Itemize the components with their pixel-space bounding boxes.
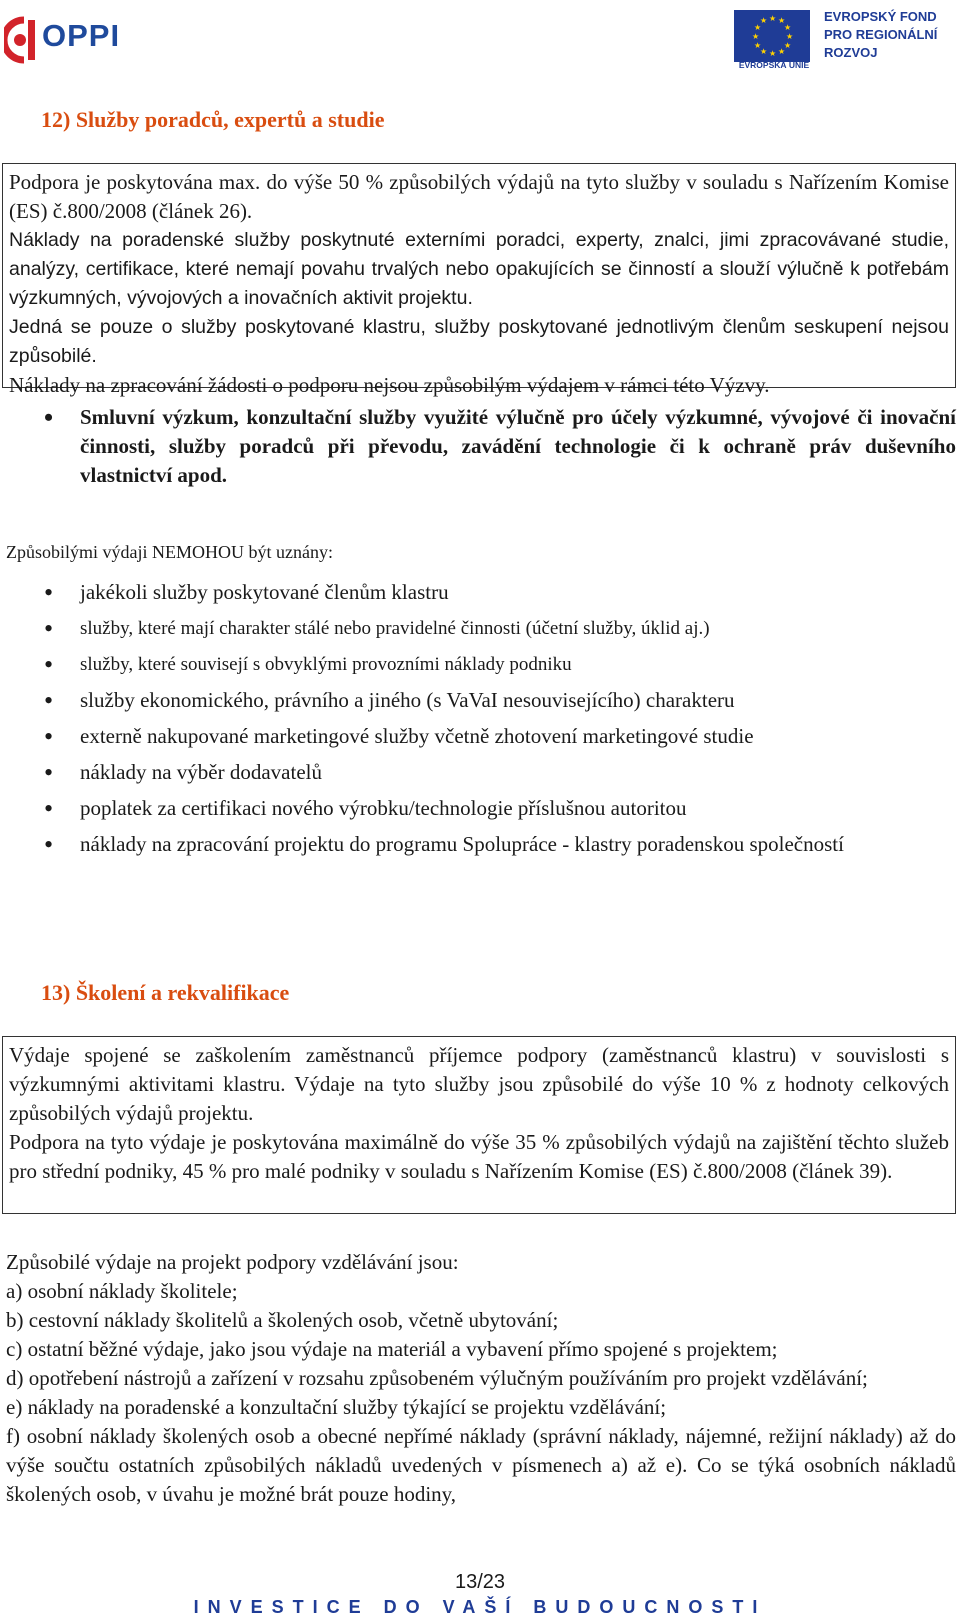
list-item: • jakékoli služby poskytované členům klastru xyxy=(8,578,956,607)
box-paragraph: Náklady na zpracování žádosti o podporu nejsou způsobilým výdajem v rámci této Výzvy. xyxy=(9,373,770,397)
page-number: 13/23 xyxy=(454,1571,506,1593)
eu-flag-icon xyxy=(734,10,810,62)
list-item: • služby ekonomického, právního a jiného (s VaVaI nesouvisejícího) charakteru xyxy=(8,686,956,715)
eligible-intro: Způsobilé výdaje na projekt podpory vzdělávání jsou: xyxy=(6,1250,459,1274)
list-item: • náklady na zpracování projektu do programu Spolupráce - klastry poradenskou společností xyxy=(8,830,956,859)
oppi-logo-text: OPPI xyxy=(42,18,121,53)
box-paragraph: Podpora je poskytována max. do výše 50 % způsobilých výdajů na tyto služby v souladu s Nařízením Komise (ES) č.800/2008 (článek 26). xyxy=(9,170,949,223)
list-item: a) osobní náklady školitele; xyxy=(6,1279,238,1303)
list-item: f) osobní náklady školených osob a obecné nepřímé náklady (správní náklady, nájemné, režijní náklady) až do výše součtu ostatních způsobilých nákladů uvedených v písmenech a) až e). Co se týká osobních nákladů školených osob, v úvahu je možné brát pouze hodiny, xyxy=(6,1424,956,1506)
list-item: • Smluvní výzkum, konzultační služby využité výlučně pro účely výzkumné, vývojové či inovační činnosti, služby poradců při převodu, zavádění technologie či k ochraně práv duševního vlastnictví apod. xyxy=(8,403,956,490)
list-item: b) cestovní náklady školitelů a školených osob, včetně ubytování; xyxy=(6,1308,559,1332)
eu-fund-line: PRO REGIONÁLNÍ xyxy=(824,27,938,42)
svg-text:★: ★ xyxy=(754,23,762,32)
section-13-heading: 13) Školení a rekvalifikace xyxy=(41,980,290,1005)
box-paragraph: Výdaje spojené se zaškolením zaměstnanců příjemce podpory (zaměstnanců klastru) v souvislosti s výzkumnými aktivitami klastru. Výdaje na tyto služby jsou způsobilé do výše 10 % z hodnoty celkových způsobilých výdajů projektu. xyxy=(9,1043,949,1125)
svg-text:★: ★ xyxy=(760,16,768,25)
eu-fund-line: EVROPSKÝ FOND xyxy=(824,9,937,24)
svg-text:★: ★ xyxy=(784,23,792,32)
not-eligible-intro: Způsobilými výdaji NEMOHOU být uznány: xyxy=(6,542,333,562)
svg-text:★: ★ xyxy=(754,41,762,50)
svg-text:★: ★ xyxy=(769,49,777,58)
box-paragraph: Podpora na tyto výdaje je poskytována maximálně do výše 35 % způsobilých výdajů na zajištění těchto služeb pro střední podniky, 45 % pro malé podniky v souladu s Nařízením Komise (ES) č.800/2008 (článek 39). xyxy=(9,1130,949,1183)
footer-slogan: INVESTICE DO VAŠÍ BUDOUCNOSTI xyxy=(193,1597,767,1617)
svg-text:★: ★ xyxy=(778,47,786,56)
svg-text:★: ★ xyxy=(752,32,760,41)
box-paragraph: Jedná se pouze o služby poskytované klastru, služby poskytované jednotlivým členům seskupení nejsou způsobilé. xyxy=(9,316,949,367)
eu-fund-line: ROZVOJ xyxy=(824,45,878,60)
svg-text:★: ★ xyxy=(784,41,792,50)
eligible-costs-block xyxy=(6,1248,956,1509)
eu-fund-label xyxy=(824,8,937,62)
svg-text:★: ★ xyxy=(778,16,786,25)
svg-text:★: ★ xyxy=(786,32,794,41)
svg-text:★: ★ xyxy=(769,14,777,23)
section-12-info-box xyxy=(2,163,956,397)
list-item: • služby, které mají charakter stálé nebo pravidelné činnosti (účetní služby, úklid aj.) xyxy=(8,614,956,643)
not-eligible-list xyxy=(8,578,956,866)
list-item: • náklady na výběr dodavatelů xyxy=(8,758,956,787)
box-paragraph: Náklady na poradenské služby poskytnuté externími poradci, experty, znalci, jimi zpracovávané studie, analýzy, certifikace, které nemají povahu trvalých nebo opakujících se činností a slouží výlučně k potřebám výzkumných, vývojových a inovačních aktivit projektu. xyxy=(9,229,949,309)
section-12-heading: 12) Služby poradců, expertů a studie xyxy=(41,107,385,132)
bold-bullet-list xyxy=(8,403,956,490)
oppi-logo-icon xyxy=(4,16,44,64)
svg-text:★: ★ xyxy=(760,47,768,56)
list-item: c) ostatní běžné výdaje, jako jsou výdaje na materiál a vybavení přímo spojené s projektem; xyxy=(6,1337,778,1361)
list-item: d) opotřebení nástrojů a zařízení v rozsahu způsobeném výlučným používáním pro projekt vzdělávání; xyxy=(6,1366,868,1390)
list-item: • externě nakupované marketingové služby včetně zhotovení marketingové studie xyxy=(8,722,956,751)
list-item: • služby, které souvisejí s obvyklými provozními náklady podniku xyxy=(8,650,956,679)
section-13-info-box xyxy=(2,1036,956,1214)
list-item: • poplatek za certifikaci nového výrobku/technologie příslušnou autoritou xyxy=(8,794,956,823)
eu-label: EVROPSKÁ UNIE xyxy=(738,60,810,70)
list-item: e) náklady na poradenské a konzultační služby týkající se projektu vzdělávání; xyxy=(6,1395,667,1419)
